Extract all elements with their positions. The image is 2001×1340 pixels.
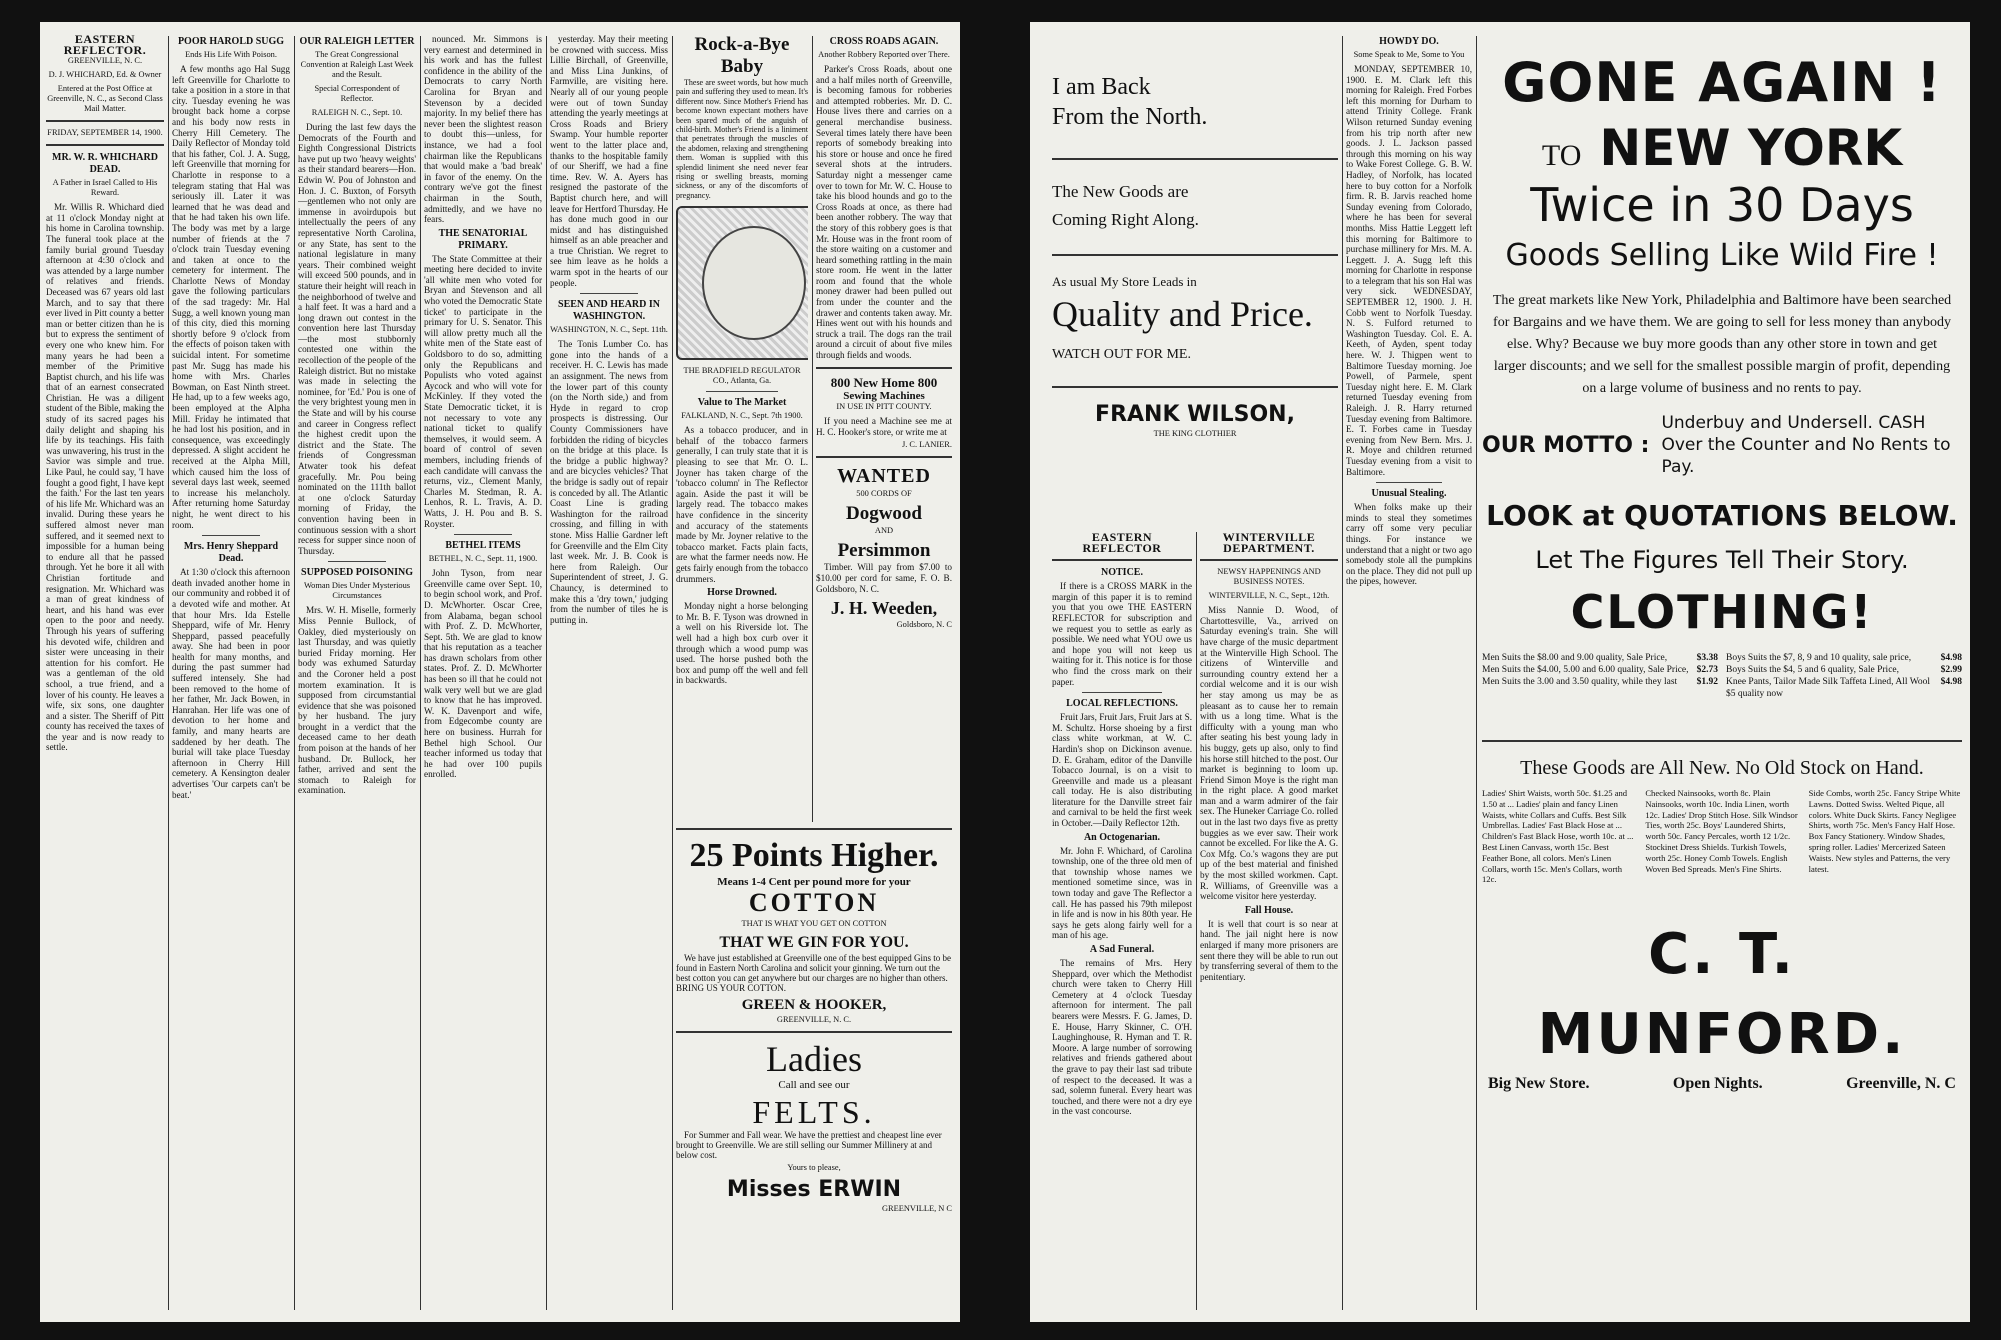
left-newspaper-page [40,22,960,1322]
article-subhead: Another Robbery Reported over There. [818,50,950,59]
column-1 [46,34,164,1312]
article-body: During the last few days the Democrats of the Fourth and Eighth Congressional Districts have put up two 'heavy weights' as their standard bearers—Hon. Edwin W. Pou of Johnston and Hon. J. C. Buxton, of Forsyth—gentlemen who not only are immense in avoirdupois but intellectually the peers of any representative North Carolina, or any State, has sent to the national legislature in many years. Their combined weight will exceed 500 pounds, and in stature their height will reach in the neighborhood of twelve and a half feet. It was a hard and a long drawn out contest in the convention here last Thursday—the most stubbornly contested one within the recollection of the people of the Raleigh district. But no mistake was made in selecting the nominee, for 'Ed.' Pou is one of the very brightest young men in the State and will by his course and career in Congress reflect the highest credit upon the district and the State. The friends of Congressman Atwater took his defeat gracefully. Mr. Pou being nominated on the 111th ballot at one o'clock Saturday morning of Friday, the convention having been in continuous session with a short recess for supper since noon of Thursday. [298,122,416,556]
article-headline: CROSS ROADS AGAIN. [829,36,939,47]
article-headline: OUR RALEIGH LETTER [299,36,415,47]
article-headline: Mrs. Henry Sheppard Dead. [183,541,279,565]
wanted-ad-and: AND [874,526,894,536]
clothing-headline: CLOTHING! [1570,585,1874,639]
article-subhead: Some Speak to Me, Some to You [1353,50,1465,59]
ad-brand: THE BRADFIELD REGULATOR CO., Atlanta, Ga. [683,366,801,386]
munford-ad [1482,52,1962,1314]
wanted-ad-sub: 500 CORDS OF [856,489,912,499]
article-headline: Unusual Stealing. [1371,488,1447,500]
goods-list-col: Checked Nainsooks, worth 8c. Plain Nainsooks, worth 10c. India Linen, worth 12c. Ladies' Drop Stitch Hose. Silk Windsor Ties, worth 25c. Boys' Laundered Shirts, worth 50c. Fancy Percales, worth 12 1/2c. Stockinet Dress Shields. Turkish Towels, worth 25c. Honey Comb Towels. English Woven Bed Spreads. Men's Fine Shirts. [1645,788,1798,874]
article-headline: NOTICE. [1101,567,1143,579]
sewing-ad-title: 800 New Home 800 [830,374,938,390]
felts-ad-word: FELTS. [752,1094,876,1130]
felts-ad-firm: Misses ERWIN [726,1177,902,1202]
wide-ads [676,822,952,1312]
price-row: Men Suits the $4.00, 5.00 and 6.00 quality, Sale Price, $2.73 [1482,665,1718,675]
goods-list-col: Ladies' Shirt Waists, worth 50c. $1.25 and 1.50 at ... Ladies' plain and fancy Linen Waists, white Collars and Cuffs. Best Silk Umbrellas. Ladies' Fast Black Hose at ... Children's Fast Black Hose, worth 10c. at ... Best Linen Canvass, worth 15c. Best Feather Bone, all colors. Men's Linen Collars, worth 15c. Men's Collars, worth 12c. [1482,788,1634,885]
figures-headline: Let The Figures Tell Their Story. [1535,546,1909,574]
wanted-ad-persimmon: Persimmon [837,540,931,562]
column-b [1200,532,1338,1312]
price-table [1482,652,1962,700]
ad-line7: WATCH OUT FOR ME. [1052,347,1191,362]
column-5 [550,34,668,1312]
article-dateline: WASHINGTON, N. C., Sept. 11th. [550,325,668,335]
ad-line5: As usual My Store Leads in [1052,274,1197,289]
article-body: Mr. John F. Whichard, of Carolina township, one of the three old men of that township whose names we mentioned sometime since, was in town today and gave The Reflector a call. He has passed his 79th milepost in life and is now in his 80th year. He says he gets along fairly well for a man of his age. [1052,845,1192,941]
wanted-ad-body: Timber. Will pay from $7.00 to $10.00 per cord for same, F. O. B. Goldsboro, N. C. [816,562,952,594]
men-suits-prices [1482,652,1718,700]
ad-title: Rock-a-Bye Baby [694,34,790,77]
twice-headline: Twice in 30 Days [1530,178,1914,232]
cotton-ad-line3: THAT WE GIN FOR YOU. [719,934,909,951]
price-row: Men Suits the $8.00 and 9.00 quality, Sale Price, $3.38 [1482,653,1718,663]
felts-ad-line: Call and see our [778,1079,850,1091]
wanted-ad-signature: J. H. Weeden, [830,598,938,619]
article-subhead: Ends His Life With Poison. [185,50,277,59]
sewing-ad-sub: Sewing Machines [843,389,925,402]
article-subhead: NEWSY HAPPENINGS AND BUSINESS NOTES. [1217,567,1321,587]
cotton-ad-word: COTTON [748,888,880,917]
article-body: It is well that court is so near at hand. The jail night here is now enlarged if many more prisoners are sent there they will be able to run out by transferring several of them to the penitentiary. [1200,918,1338,982]
price-row: Boys Suits the $4, 5 and 6 quality, Sale Price, $2.99 [1726,665,1962,675]
ad-line3: The New Goods are [1052,182,1189,201]
article-body: John Tyson, from near Greenville came over Sept. 10, to begin school work, and Prof. D. McWhorter. Oscar Cree, from Alabama, began school with Prof. Z. D. McWhorter, Sept. 5th. We are glad to know that his reputation as a teacher has drawn scholars from other states. Prof. Z. D. McWhorter has been so ill that he could not walk very well but we are glad to know that he has improved. W. K. Davenport and wife, from Edgecombe county are here on business. Hurrah for Bethel high School. Our teacher informed us today that he had over 100 pupils enrolled. [424,568,542,780]
column-6 [676,34,808,822]
felts-ad-body: For Summer and Fall wear. We have the prettiest and cheapest line ever brought to Greenville. We are still selling our Summer Millinery at and below cost. [676,1130,942,1160]
article-body: The remains of Mrs. Hery Sheppard, over which the Methodist church were taken to Cherry Hill Cemetery at 4 o'clock Tuesday afternoon for interment. The pall bearers were Messrs. F. G. James, D. E. House, Harry Skinner, C. O'H. Laughinghouse, R. Hyman and T. R. Moore. A large number of sorrowing relatives and friends gathered about the grave to pay their last sad tribute of respect to the deceased. It was a sad, solemn funeral. Every heart was touched, and there were not a dry eye in the vast concourse. [1052,958,1192,1117]
article-dateline: BETHEL, N. C., Sept. 11, 1900. [428,554,538,564]
article-body: If there is a CROSS MARK in the margin of this paper it is to remind you that you owe THE EASTERN REFLECTOR for subscription and we request you to settle as early as possible. We need what YOU owe us and hope you will not keep us waiting for it. This notice is for those who find the cross mark on their paper. [1052,581,1192,687]
ad-text: These are sweet words, but how much pain and suffering they used to mean. It's different now. Since Mother's Friend has become known expectant mothers have been spared much of the anguish of child-birth. Mother's Friend is a liniment that penetrates through the muscles of the abdomen, relaxing and strengthening them. Woman is supplied with this splendid liniment she need never fear rising or swelling breasts, morning sickness, or any of the discomforts of pregnancy. [676,78,808,200]
entry-notice: Entered at the Post Office at Greenville, N. C., as Second Class Mail Matter. [47,84,163,114]
article-headline: Horse Drowned. [707,587,777,599]
article-headline: An Octogenarian. [1083,831,1161,843]
to-word: TO [1541,139,1582,172]
wanted-ad-title: WANTED [837,465,931,488]
price-row: Men Suits the 3.00 and 3.50 quality, while they last $1.92 [1482,677,1718,687]
price-row: Knee Pants, Tailor Made Silk Taffeta Lined, All Wool $5 quality now $4.98 [1726,677,1962,699]
felts-ad-yours: Yours to please, [787,1163,841,1172]
article-body: yesterday. May their meeting be crowned with success. Miss Lillie Birchall, of Greenville, and Miss Lina Junkins, of Farmville, are visiting here. Nearly all of our young people were out of town Sunday attending the yearly meetings at Cross Roads and Briery Swamp. Your humble reporter went to the latter place and, thanks to the hospitable family of our Sheriff, we had a fine time. Rev. W. A. Ayers has resigned the pastorate of the Baptist church here, and will leave for Hertford Thursday. He has done much good in our midst and has distinguished himself as an able preacher and a true Christian. We regret to see him leave as he holds a warm spot in the hearts of our people. [550,34,668,288]
munford-footer [1482,1075,1962,1093]
article-headline: SUPPOSED POISONING [301,567,413,579]
motto-label: OUR MOTTO : [1482,432,1650,458]
article-body: At 1:30 o'clock this afternoon death invaded another home in our community and robbed it of a devoted wife and mother. At that hour Mrs. Ida Estelle Sheppard, wife of Mr. Henry Sheppard, passed peacefully away. She had been in poor health for many months, and during the past summer had suffered intensely. She had been removed to the home of her father, Mr. Jack Bowen, in Hanrahan. Her life was one of devotion to her home and family, and many hearts are saddened by her death. The burial will take place Tuesday afternoon in Cherry Hill cemetery. A Kensington dealer advertises 'Our carpets can't be beat.' [172,567,290,800]
column-a [1052,532,1192,1312]
cotton-ad-headline: 25 Points Higher. [689,837,939,874]
article-headline: Fall House. [1244,904,1294,916]
footer-hours: Open Nights. [1672,1075,1763,1093]
article-headline: LOCAL REFLECTIONS. [1066,698,1178,710]
footer-store: Big New Store. [1488,1075,1590,1093]
cotton-ad-line1: Means 1-4 Cent per pound more for your [717,876,911,888]
article-body: nounced. Mr. Simmons is very earnest and determined in his work and has the fullest confidence in the ability of the Democrats to carry North Carolina for Bryan and Stevenson by a decided majority. In my belief there has never been the slightest reason to doubt this—unless, for instance, we had a fool chairman like the Republicans that would make a 'bad break' in favor of the enemy. On the contrary we've got the finest chairman in the South, admittedly, and we have no fears. [424,34,542,225]
article-headline: THE SENATORIAL PRIMARY. [438,227,528,251]
goods-list-col: Side Combs, worth 25c. Fancy Stripe White Lawns. Dotted Swiss. Welted Pique, all colors. White Duck Skirts. Fancy Negligee Shirts, worth 75c. Men's Fancy Half Hose. Box Fancy Stationery. Window Shades, spring roller. Ladies' Mercerized Sateen Waists. New styles and Patterns, the very latest. [1808,788,1961,874]
ad-line2: From the North. [1052,104,1208,130]
article-body: MONDAY, SEPTEMBER 10, 1900. E. M. Clark left this morning for Raleigh. Fred Forbes left this morning for Durham to attend Trinity College. Frank Wilson returned Sunday evening from his trip north after new goods. J. L. Jackson passed through this morning on his way to Wake Forest College. G. B. W. Hadley, of Norfolk, has located here to buy cotton for a Norfolk firm. R. B. Jarvis reached home Sunday evening from Colorado, where he has been for several months. Miss Hattie Leggett left this morning for Baltimore to purchase millinery for Mrs. M. A. Leggett. J. A. Sugg left this morning for Charlotte in response to a telegram that his son Hal was very sick. WEDNESDAY, SEPTEMBER 12, 1900. J. H. Cobb went to Norfolk Tuesday. N. S. Fulford returned to Washington Tuesday. Col. E. A. Keeth, of Ayden, spent today here. W. J. Thigpen went to Baltimore Tuesday morning. Joe Powell, of Parmele, spent Tuesday night here. E. M. Clark returned Tuesday evening from Raleigh. J. R. Harry returned Tuesday evening from Baltimore. E. T. Forbes came in Tuesday evening from New Bern. Mrs. J. R. Moye and children returned Tuesday evening from a visit to Baltimore. [1346,64,1472,477]
article-body: Mrs. W. H. Miselle, formerly Miss Pennie Bullock, of Oakley, died mysteriously on last Thursday, and was quietly buried Friday morning. Her body was exhumed Saturday and the Coroner held a post mortem examination. It is supposed from circumstantial evidence that she was poisoned by her husband. The jury brought in a verdict that the deceased came to her death from poison at the hands of her husband. Dr. Bullock, her father, arrived and sent the stomach to Raleigh for examination. [298,605,416,796]
article-body: The Tonis Lumber Co. has gone into the hands of a receiver. H. C. Lewis has made an assignment. The news from the lower part of this county (on the North side,) and from Hyde in regard to crop prospects is distressing. Our County Commissioners have forbidden the riding of bicycles on the bridge at this place. Is the bridge a public highway? and are bicycles vehicles? That the bridge is sadly out of repair is conceded by all. The Atlantic Coast Line is grading Washington for the railroad crossing, and filling in with stone. Miss Hallie Gardner left for Greenville and the Elm City last week. Mr. J. B. Cook is here from Raleigh. Our Superintendent of street, J. G. Chauncy, is determined to make this a 'dry town,' judging from the number of tiles he is putting in. [550,339,668,625]
article-headline: HOWDY DO. [1379,36,1439,47]
article-body: Monday night a horse belonging to Mr. B. F. Tyson was drowned in a well on his Riverside lot. The well had a high box curb over it through which a wood pump was used. The horse pushed both the box and pump off the well and fell in backwards. [676,601,808,686]
goods-list [1482,788,1962,885]
column-2 [172,34,290,1312]
masthead: EASTERN REFLECTOR [1082,532,1162,555]
article-body: Mr. Willis R. Whichard died at 11 o'clock Monday night at his home in Carolina township. The funeral took place at the family burial ground Tuesday afternoon at 4:30 o'clock and was attended by a large number of relatives and friends. Deceased was 67 years old last March, and to say that there ever lived in Pitt county a better man or better citizen than he is but to express the sentiment of every one who knew him. For many years he had been a member of the Primitive Baptist church, and his life was that of an earnest consecrated Christian. He was a diligent student of the Bible, making the study of its sacred pages his daily delight and shaping his life by its teachings. His faith was unwavering, his trust in the Savior was simple and true. Like Paul, he could say, 'I have fought a good fight, I have kept the faith.' For the last ten years of his life Mr. Whichard was an invalid. During these years he suffered almost never man suffered, and it seemed next to impossible for a human being to endure all that he passed through. Yet he bore it all with Christian fortitude and resignation. Mr. Whichard was a man of great kindness of heart, and his hand was ever open to the poor and needy. Through his years of suffering his devoted wife, children and sister were unceasing in their attention for his comfort. He was a gentleman of the old school, a true friend, and a lover of his county. He leaves a wife, six sons, one daughter and a sister. The Sheriff of Pitt county has received the taxes of the year and is now ready to settle. [46,202,164,753]
mother-child-illustration [676,206,808,360]
article-body: A few months ago Hal Sugg left Greenville for Charlotte to take a position in a store in that city. Tuesday evening he was brought back home a corpse and his body now rests in Cherry Hill Cemetery. The Daily Reflector of Monday told that his father, Col. J. A. Sugg, left Greenville that morning for Charlotte in response to a telegram stating that Hal was seriously ill. Later it was learned that he was dead and that he had taken his own life. The body was met by a large number of friends at the 7 o'clock train Tuesday evening and taken at once to the cemetery for interment. The Charlotte News of Monday gave the following particulars of the sad tragedy: Mr. Hal Sugg, a well known young man of this city, died this morning shortly before 9 o'clock from the effects of poison taken with suicidal intent. For sometime past Mr. Sugg has made his home with Mrs. Charles Bowman, on East Ninth street. He had, up to a few weeks ago, been employed at the Alpha Mill. Friday he intimated that he had lost his position, and in consequence, was exceedingly depressed. A slight accident he received at the Alpha Mill, which caused him the loss of several days last week, seemed to increase his melancholy. After returning home Saturday night, he went direct to his room. [172,64,290,530]
footer-place: Greenville, N. C [1846,1075,1956,1093]
article-body: Miss Nannie D. Wood, of Chartottesville, Va., arrived on Saturday evening's train. She will have charge of the music department at the Winterville High School. The citizens of Winterville and surrounding country extend her a cordial welcome and it is our wish her stay among us may be as pleasant as to cause her to remain with us a long time. What is the difficulty with a young man who after seating his best young lady in his buggy, gets up also, only to find his horse still hitched to the post. Our market is beginning to loom up. Friend Simon Moye is the right man in the right place. A good market man and a warm admirer of the fair sex. The Huneker Carriage Co. rolled out in the last two days five as pretty buggies as we ever saw. Their work cannot be excelled. For like the A. G. Cox Mfg. Co.'s wagons they are put up of the best material and finished by the most skilled workmen. Capt. R. Williams, of Greenville was a welcome visitor here yesterday. [1200,605,1338,902]
wanted-ad-place: Goldsboro, N. C [896,620,952,630]
ad-line1: I am Back [1052,74,1151,100]
selling-headline: Goods Selling Like Wild Fire ! [1505,238,1939,273]
article-byline: Special Correspondent of Reflector. [314,84,400,103]
article-headline: WINTERVILLE DEPARTMENT. [1222,532,1316,555]
masthead-place: GREENVILLE, N. C. [67,56,143,66]
cotton-ad-firm: GREEN & HOOKER, [741,997,887,1013]
cotton-ad-line2: THAT IS WHAT YOU GET ON COTTON [741,919,887,928]
sewing-ad-signature: J. C. LANIER. [901,440,952,450]
article-headline: SEEN AND HEARD IN WASHINGTON. [558,299,660,323]
column-7 [816,34,952,822]
ad-line6: Quality and Price. [1052,294,1313,334]
cotton-ad-body: We have just established at Greenville one of the best equipped Gins to be found in Eastern North Carolina and solicit your ginning. We turn out the best cotton you can get anywhere but our charges are no higher than others. BRING US YOUR COTTON. [676,953,951,993]
right-newspaper-page [1030,22,1970,1322]
gone-again-headline: GONE AGAIN ! [1502,52,1942,114]
issue-date: FRIDAY, SEPTEMBER 14, 1900. [47,128,163,138]
article-dateline: RALEIGH N. C., Sept. 10. [311,108,403,117]
munford-name: C. T. MUNFORD. [1537,922,1907,1068]
new-york-headline: NEW YORK [1599,119,1903,177]
article-body: When folks make up their minds to steal they sometimes carry off some very peculiar things. For instance we understand that a night or two ago somebody stole all the pumpkins on the place. They did not pull up the pipes, however. [1346,502,1472,587]
wanted-ad-dogwood: Dogwood [845,503,922,525]
article-subhead: Woman Dies Under Mysterious Circumstances [303,581,411,601]
article-dateline: WINTERVILLE, N. C., Sept., 12th. [1208,591,1330,601]
cotton-ad-place: GREENVILLE, N. C. [776,1015,852,1024]
column-3 [298,34,416,1312]
article-body: Parker's Cross Roads, about one and a half miles north of Greenville, is becoming famous for robberies and attempted robberies. Mr. D. C. House lives there and carries on a general merchandise business. Several times lately there have been reports of somebody breaking into his store or house and once he fired several shots at the intruders. Saturday night a messenger came over to town for Mr. W. C. House to take his blood hounds and go to the Cross Roads at once, as there had been another robbery. The way that the story of this robbery goes is that Mr. House was in the front room of the store waiting on a customer and heard something rattling in the main store room. He went in the latter room and found that the whole money drawer had been pulled out from under the counter and the drawer and contents taken away. Mr. Hines went out with his hounds and struck a trail. The dogs ran the trail around a circuit of about five miles through fields and woods. [816,64,952,361]
article-body: The State Committee at their meeting here decided to invite 'all white men who voted for Bryan and Stevenson and all who voted the Democratic State ticket' to participate in the primary for U. S. Senator. This will allow pretty much all the white men of the State east of Goldsboro to do so, admitting only the Republicans and Populists who voted against Aycock and who will vote for McKinley. If they voted the State Democratic ticket, it is not necessary to vote any national ticket to qualify themselves, it would seem. A board of control of seven members, including friends of each candidate will canvass the returns, viz., Clement Manly, Charles M. Stedman, R. A. Lenhos, R. L. Travis, A. D. Watts, J. H. Pou and B. S. Royster. [424,253,542,529]
ad-title: THE KING CLOTHIER [1153,429,1237,438]
new-goods-headline: These Goods are All New. No Old Stock on Hand. [1520,757,1924,779]
article-headline: MR. W. R. WHICHARD DEAD. [52,152,158,176]
felts-ad-title: Ladies [766,1039,862,1079]
ad-name: FRANK WILSON, [1095,402,1295,427]
masthead-editor: D. J. WHICHARD, Ed. & Owner [48,70,162,80]
article-body: As a tobacco producer, and in behalf of the tobacco farmers generally, I can truly state that it is pleasing to see that Mr. O. L. Joyner has taken charge of the 'tobacco column' in The Reflector again. Aside the past it will be largely read. The tobacco makes have confidence in the sincerity and accuracy of the statements made by Mr. Joyner relative to the tobacco market. Facts plain facts, are what the farmer needs now. He gets fairly enough from the tobacco drummers. [676,425,808,584]
price-row: Boys Suits the $7, 8, 9 and 10 quality, sale price, $4.98 [1726,653,1962,663]
sewing-ad-body: If you need a Machine see me at H. C. Hooker's store, or write me at [816,416,952,437]
look-headline: LOOK at QUOTATIONS BELOW. [1486,499,1958,532]
article-headline: BETHEL ITEMS [445,540,521,552]
article-headline: POOR HAROLD SUGG [177,36,285,47]
ad-line4: Coming Right Along. [1052,210,1199,229]
column-c [1346,34,1472,1312]
article-dateline: FALKLAND, N. C., Sept. 7th 1900. [681,411,803,421]
masthead: EASTERN REFLECTOR. [63,34,147,57]
boys-suits-prices [1726,652,1962,700]
article-body: Fruit Jars, Fruit Jars, Fruit Jars at S. M. Schultz. Horse shoeing by a first class white workman, at W. C. Hardin's shop on Dickinson avenue. D. E. Graham, editor of the Danville Tobacco Journal, is on a visit to Greenville and made us a pleasant call today. He is also distributing literature for the Danville street fair and carnival to be held the first week in October.—Daily Reflector 12th. [1052,712,1192,829]
article-headline: A Sad Funeral. [1089,944,1155,955]
sewing-ad-sub2: IN USE IN PITT COUNTY. [836,402,932,412]
frank-wilson-ad [1052,72,1338,502]
article-subhead: A Father in Israel Called to His Reward. [52,178,158,198]
article-headline: Value to The Market [697,397,787,409]
munford-body: The great markets like New York, Philadelphia and Baltimore have been searched for Bargains and we have them. We are going to sell for less money than anybody else. Why? Because we buy more goods than any other store in town and get larger discounts; and we sell for the smallest possible margin of profit, depending on a large volume of business and no rents to pay. [1492,293,1952,396]
felts-ad-place: GREENVILLE, N C [881,1204,952,1213]
column-4 [424,34,542,1312]
motto-text: Underbuy and Undersell. CASH Over the Counter and No Rents to Pay. [1661,413,1951,477]
article-subhead: The Great Congressional Convention at Raleigh Last Week and the Result. [300,50,414,79]
